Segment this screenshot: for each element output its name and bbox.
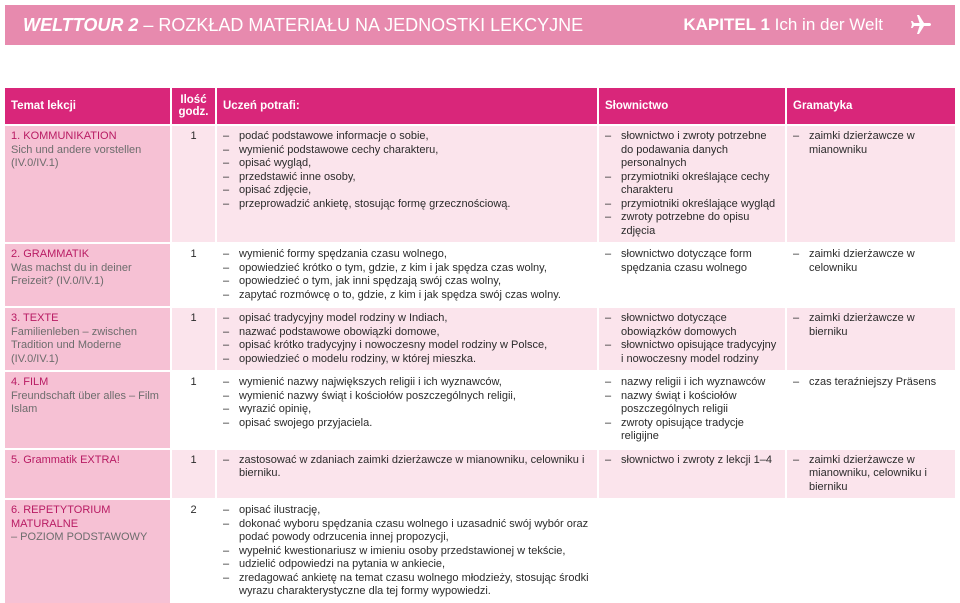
- lesson-subtitle: Freundschaft über alles – Film Islam: [11, 389, 159, 415]
- list-item: – wymienić nazwy największych religii i ich wyznawców,: [223, 376, 591, 390]
- list-item: – wymienić podstawowe cechy charakteru,: [223, 144, 591, 158]
- vocab-cell: [599, 448, 787, 499]
- lesson-title: 5. Grammatik EXTRA!: [11, 453, 120, 466]
- list-item: – słownictwo opisujące tradycyjny i nowoczesny model rodziny: [605, 339, 779, 366]
- list-item: – nazwy religii i ich wyznawców: [605, 376, 779, 390]
- list-item: – opisać swojego przyjaciela.: [223, 417, 591, 431]
- list-item: – wymienić nazwy świąt i kościołów poszczególnych religii,: [223, 390, 591, 404]
- banner-title: [23, 15, 583, 36]
- skills-cell: [217, 306, 599, 370]
- skills-list: [223, 130, 591, 211]
- hours-cell: 1: [172, 448, 217, 499]
- list-item: – przeprowadzić ankietę, stosując formę grzecznościową.: [223, 198, 591, 212]
- lesson-title: 1. KOMMUNIKATION: [11, 130, 117, 142]
- list-item: – opowiedzieć krótko o tym, gdzie, z kim i jak spędza czas wolny,: [223, 262, 591, 276]
- list-item: – zwroty potrzebne do opisu zdjęcia: [605, 211, 779, 238]
- list-item: – czas teraźniejszy Präsens: [793, 376, 949, 390]
- lesson-cell: [5, 242, 172, 306]
- table-row: [5, 124, 955, 242]
- grammar-cell: [787, 448, 955, 499]
- airplane-icon: [909, 13, 933, 37]
- lesson-cell: [5, 498, 172, 603]
- header-vocab: Słownictwo: [599, 88, 787, 124]
- skills-list: [223, 504, 591, 599]
- list-item: – wymienić formy spędzania czasu wolnego,: [223, 248, 591, 262]
- vocab-cell: [599, 370, 787, 448]
- list-item: – zredagować ankietę na temat czasu wolnego młodzieży, stosując środki wyrazu charakterystyczne dla tej formy wypowiedzi.: [223, 572, 591, 599]
- header-lesson: Temat lekcji: [5, 88, 172, 124]
- grammar-list: [793, 248, 949, 275]
- list-item: – przedstawić inne osoby,: [223, 171, 591, 185]
- list-item: – zastosować w zdaniach zaimki dzierżawcze w mianowniku, celowniku i bierniku.: [223, 454, 591, 481]
- grammar-list: [793, 454, 949, 495]
- list-item: – przymiotniki określające cechy charakteru: [605, 171, 779, 198]
- list-item: – udzielić odpowiedzi na pytania w ankiecie,: [223, 558, 591, 572]
- skills-list: [223, 312, 591, 366]
- header-hours: Ilość godz.: [172, 88, 217, 124]
- lesson-cell: [5, 448, 172, 499]
- list-item: – przymiotniki określające wygląd: [605, 198, 779, 212]
- lesson-subtitle: – POZIOM PODSTAWOWY: [11, 531, 148, 543]
- lesson-title: 6. REPETYTORIUM MATURALNE: [11, 504, 111, 530]
- vocab-list: [605, 130, 779, 238]
- table-body: [5, 124, 955, 603]
- skills-cell: [217, 370, 599, 448]
- header-skills: Uczeń potrafi:: [217, 88, 599, 124]
- skills-cell: [217, 242, 599, 306]
- list-item: – słownictwo dotyczące obowiązków domowych: [605, 312, 779, 339]
- table-header-row: [5, 88, 955, 124]
- list-item: – opisać zdjęcie,: [223, 184, 591, 198]
- table-row: [5, 242, 955, 306]
- chapter-title: [683, 15, 883, 35]
- lesson-title: 4. FILM: [11, 376, 49, 388]
- chapter-label: KAPITEL 1: [683, 15, 770, 34]
- banner-title-prefix: WELTTOUR 2: [23, 15, 139, 35]
- hours-cell: 2: [172, 498, 217, 603]
- list-item: – dokonać wyboru spędzania czasu wolnego i uzasadnić swój wybór oraz podać powody odrzucenia innej propozycji,: [223, 518, 591, 545]
- banner-title-rest: – ROZKŁAD MATERIAŁU NA JEDNOSTKI LEKCYJNE: [138, 15, 584, 35]
- grammar-list: [793, 312, 949, 339]
- list-item: – opowiedzieć o modelu rodziny, w której mieszka.: [223, 353, 591, 367]
- list-item: – opisać tradycyjny model rodziny w Indiach,: [223, 312, 591, 326]
- vocab-cell: [599, 306, 787, 370]
- grammar-cell: [787, 242, 955, 306]
- vocab-cell: [599, 498, 787, 603]
- grammar-list: [793, 130, 949, 157]
- lesson-subtitle: Was machst du in deiner Freizeit? (IV.0/IV.1): [11, 261, 132, 287]
- table-row: [5, 370, 955, 448]
- grammar-cell: [787, 306, 955, 370]
- list-item: – opisać ilustrację,: [223, 504, 591, 518]
- table-row: [5, 498, 955, 603]
- table-row: [5, 448, 955, 499]
- vocab-list: [605, 248, 779, 275]
- vocab-cell: [599, 242, 787, 306]
- chapter-name: Ich in der Welt: [769, 15, 883, 34]
- list-item: – zaimki dzierżawcze w celowniku: [793, 248, 949, 275]
- list-item: – wypełnić kwestionariusz w imieniu osoby przedstawionej w tekście,: [223, 545, 591, 559]
- skills-cell: [217, 498, 599, 603]
- vocab-list: [605, 454, 779, 468]
- lesson-cell: [5, 306, 172, 370]
- lesson-title: 3. TEXTE: [11, 312, 59, 324]
- list-item: – wyrazić opinię,: [223, 403, 591, 417]
- list-item: – słownictwo dotyczące form spędzania czasu wolnego: [605, 248, 779, 275]
- list-item: – opisać wygląd,: [223, 157, 591, 171]
- lesson-cell: [5, 370, 172, 448]
- vocab-cell: [599, 124, 787, 242]
- skills-cell: [217, 124, 599, 242]
- list-item: – podać podstawowe informacje o sobie,: [223, 130, 591, 144]
- lesson-title: 2. GRAMMATIK: [11, 248, 90, 260]
- list-item: – słownictwo i zwroty potrzebne do podawania danych personalnych: [605, 130, 779, 171]
- list-item: – zaimki dzierżawcze w mianowniku, celowniku i bierniku: [793, 454, 949, 495]
- hours-cell: 1: [172, 370, 217, 448]
- grammar-cell: [787, 498, 955, 603]
- skills-list: [223, 376, 591, 430]
- hours-cell: 1: [172, 306, 217, 370]
- hours-cell: 1: [172, 124, 217, 242]
- header-banner: [5, 5, 955, 45]
- skills-cell: [217, 448, 599, 499]
- skills-list: [223, 248, 591, 302]
- list-item: – słownictwo i zwroty z lekcji 1–4: [605, 454, 779, 468]
- grammar-cell: [787, 124, 955, 242]
- lesson-subtitle: Sich und andere vorstellen (IV.0/IV.1): [11, 143, 142, 169]
- list-item: – nazwy świąt i kościołów poszczególnych religii: [605, 390, 779, 417]
- lesson-subtitle: Familienleben – zwischen Tradition und Moderne (IV.0/IV.1): [11, 325, 137, 365]
- lesson-cell: [5, 124, 172, 242]
- header-grammar: Gramatyka: [787, 88, 955, 124]
- vocab-list: [605, 312, 779, 366]
- vocab-list: [605, 376, 779, 444]
- list-item: – nazwać podstawowe obowiązki domowe,: [223, 326, 591, 340]
- list-item: – opisać krótko tradycyjny i nowoczesny model rodziny w Polsce,: [223, 339, 591, 353]
- list-item: – opowiedzieć o tym, jak inni spędzają swój czas wolny,: [223, 275, 591, 289]
- grammar-list: [793, 376, 949, 390]
- skills-list: [223, 454, 591, 481]
- list-item: – zaimki dzierżawcze w mianowniku: [793, 130, 949, 157]
- grammar-cell: [787, 370, 955, 448]
- table-row: [5, 306, 955, 370]
- list-item: – zapytać rozmówcę o to, gdzie, z kim i jak spędza swój czas wolny.: [223, 289, 591, 303]
- lesson-plan-table: [5, 88, 955, 603]
- list-item: – zwroty opisujące tradycje religijne: [605, 417, 779, 444]
- list-item: – zaimki dzierżawcze w bierniku: [793, 312, 949, 339]
- hours-cell: 1: [172, 242, 217, 306]
